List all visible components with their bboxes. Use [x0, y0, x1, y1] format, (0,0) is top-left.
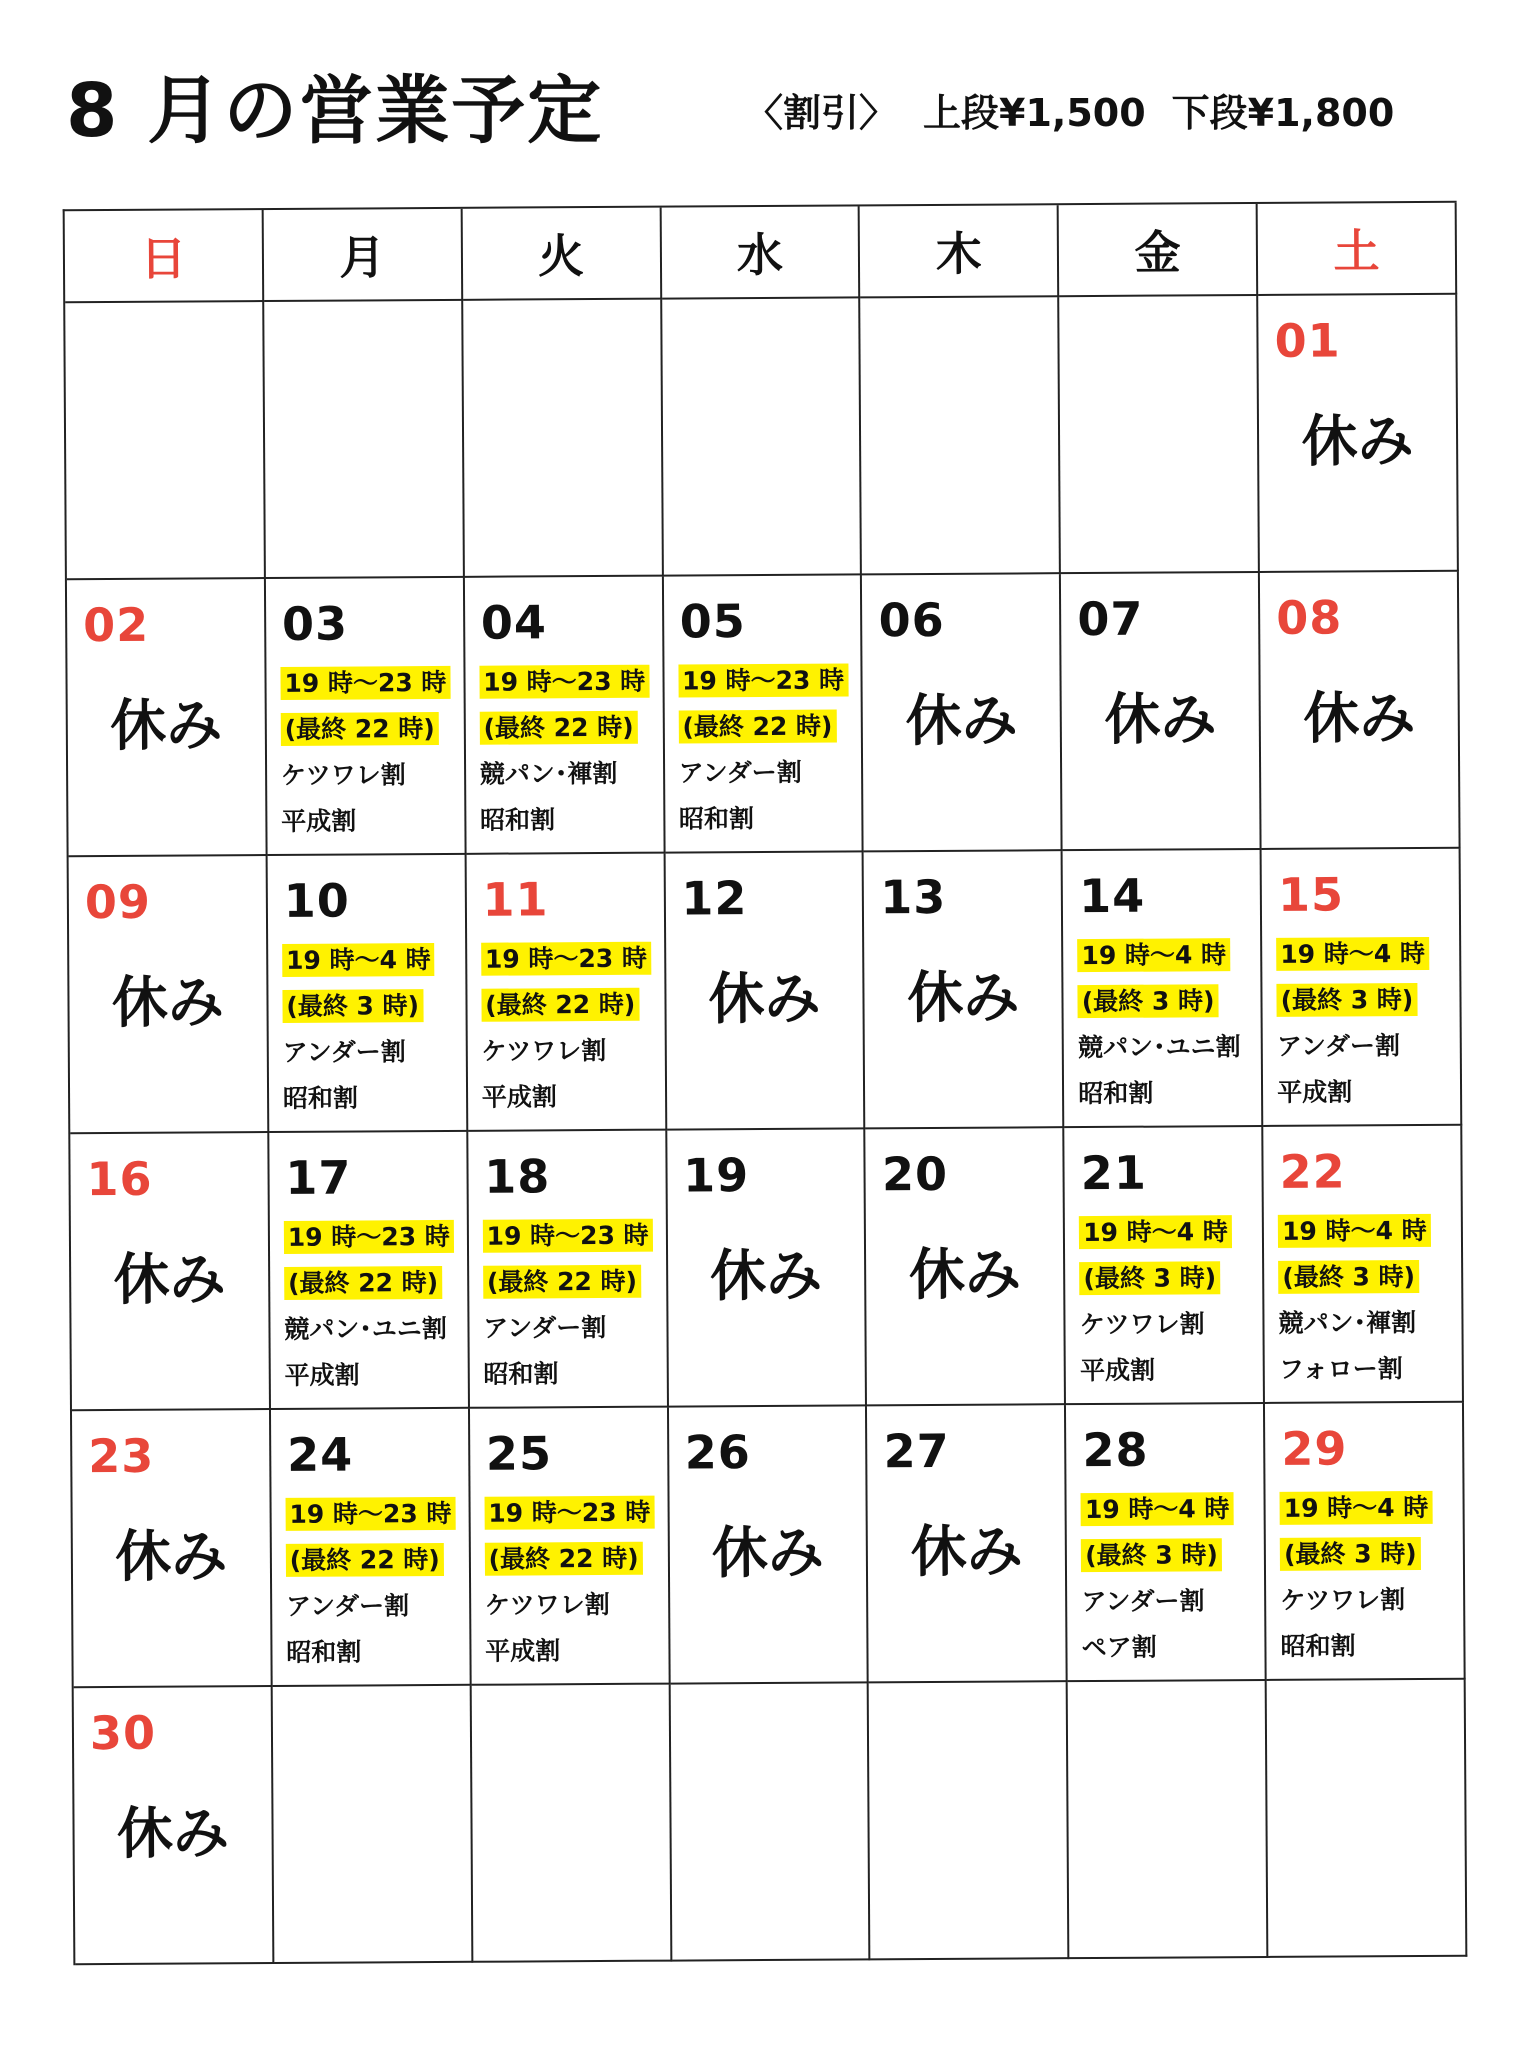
opening-hours: 19 時～4 時 — [1079, 1215, 1232, 1249]
day-number: 19 — [682, 1148, 750, 1203]
opening-hours: 19 時～23 時 — [284, 1220, 454, 1254]
business-info — [1278, 1208, 1458, 1393]
calendar-day-cell — [74, 1687, 275, 1965]
calendar-empty-cell — [273, 1686, 474, 1964]
business-info — [1081, 1486, 1261, 1671]
day-number: 28 — [1082, 1422, 1149, 1478]
last-entry: (最終 22 時) — [485, 1542, 643, 1576]
opening-hours: 19 時～4 時 — [1278, 1214, 1431, 1248]
business-info — [1077, 932, 1257, 1117]
closed-label: 休み — [711, 1520, 825, 1587]
calendar-grid — [63, 201, 1468, 1965]
day-number: 20 — [881, 1146, 949, 1202]
discount-2: 昭和割 — [483, 1359, 559, 1389]
calendar-day-cell — [70, 1133, 271, 1411]
discount-1: ケツワレ割 — [481, 1035, 607, 1066]
discount-2: 平成割 — [1277, 1077, 1353, 1107]
discount-2: 平成割 — [481, 1082, 557, 1112]
closed-label: 休み — [709, 1243, 823, 1310]
calendar-empty-cell — [861, 297, 1062, 575]
discount-2: ペア割 — [1081, 1632, 1157, 1663]
opening-hours: 19 時～4 時 — [1276, 937, 1429, 971]
discount-1: ケツワレ割 — [1079, 1309, 1205, 1340]
discount-1: アンダー割 — [678, 757, 802, 788]
weekday-header-sunday: 日 — [65, 210, 264, 303]
discount-1: アンダー割 — [282, 1037, 406, 1067]
closed-label: 休み — [1303, 686, 1416, 752]
calendar-empty-cell — [1059, 296, 1260, 574]
last-entry: (最終 22 時) — [479, 711, 637, 745]
last-entry: (最終 3 時) — [1078, 984, 1219, 1018]
opening-hours: 19 時～23 時 — [285, 1497, 455, 1531]
business-info — [1079, 1209, 1259, 1394]
calendar-day-cell — [1263, 1126, 1464, 1404]
closed-label: 休み — [908, 1242, 1022, 1309]
closed-label: 休み — [116, 1801, 230, 1867]
weekday-header-tuesday: 火 — [462, 208, 661, 301]
calendar-day-cell — [866, 1128, 1067, 1406]
last-entry: (最終 3 時) — [282, 989, 423, 1023]
calendar-empty-cell — [670, 1683, 871, 1961]
business-info — [479, 659, 659, 844]
calendar-day-cell — [466, 854, 667, 1132]
discount-2: 昭和割 — [286, 1637, 362, 1667]
last-entry: (最終 3 時) — [1079, 1261, 1220, 1295]
calendar-day-cell — [1260, 572, 1461, 850]
calendar-day-cell — [669, 1406, 870, 1684]
day-number: 17 — [285, 1150, 352, 1205]
day-number: 26 — [684, 1425, 751, 1480]
calendar-day-cell — [665, 852, 866, 1130]
opening-hours: 19 時～4 時 — [1280, 1491, 1433, 1525]
opening-hours: 19 時～23 時 — [483, 1219, 653, 1253]
business-info — [482, 1213, 662, 1398]
business-info — [284, 1214, 464, 1399]
day-number: 15 — [1277, 867, 1345, 922]
business-info — [280, 660, 460, 845]
day-number: 29 — [1281, 1421, 1348, 1476]
weekday-header-saturday: 土 — [1258, 203, 1457, 296]
closed-label: 休み — [907, 965, 1020, 1032]
day-number: 16 — [86, 1151, 153, 1207]
business-info — [1276, 931, 1456, 1116]
calendar-day-cell — [663, 575, 864, 853]
closed-label: 休み — [115, 1524, 228, 1590]
discount-1: アンダー割 — [1276, 1031, 1401, 1061]
calendar-day-cell — [1063, 850, 1264, 1128]
calendar-day-cell — [470, 1408, 671, 1686]
discount-1: アンダー割 — [1081, 1586, 1205, 1617]
calendar-empty-cell — [264, 301, 465, 579]
calendar-day-cell — [1066, 1404, 1267, 1682]
business-info — [285, 1491, 465, 1676]
opening-hours: 19 時～23 時 — [678, 663, 848, 697]
calendar-day-cell — [1262, 849, 1463, 1127]
calendar-day-cell — [266, 578, 467, 856]
last-entry: (最終 22 時) — [286, 1543, 444, 1577]
closed-label: 休み — [910, 1519, 1023, 1586]
calendar-empty-cell — [1267, 1680, 1468, 1958]
closed-label: 休み — [1104, 687, 1217, 753]
calendar-empty-cell — [869, 1682, 1070, 1960]
discount-2: 昭和割 — [1280, 1631, 1356, 1661]
opening-hours: 19 時～23 時 — [280, 666, 450, 700]
discount-1: 競パン･褌割 — [1278, 1308, 1417, 1338]
day-number: 22 — [1279, 1144, 1346, 1199]
business-info — [678, 657, 858, 842]
last-entry: (最終 3 時) — [1278, 1260, 1419, 1294]
closed-label: 休み — [111, 970, 225, 1036]
weekday-header-wednesday: 水 — [661, 206, 860, 299]
day-number: 23 — [88, 1428, 155, 1484]
day-number: 27 — [883, 1423, 950, 1479]
calendar-day-cell — [271, 1409, 472, 1687]
calendar-empty-cell — [65, 302, 266, 580]
last-entry: (最終 22 時) — [281, 712, 439, 746]
calendar-day-cell — [867, 1405, 1068, 1683]
discount-1: 競パン･ユニ割 — [284, 1313, 447, 1344]
discount-2: 平成割 — [281, 806, 357, 836]
weekday-header-thursday: 木 — [860, 205, 1059, 298]
day-number: 08 — [1276, 590, 1343, 645]
calendar-day-cell — [267, 855, 468, 1133]
calendar-empty-cell — [463, 300, 664, 578]
business-info — [484, 1490, 664, 1675]
opening-hours: 19 時～4 時 — [1077, 938, 1230, 972]
discount-1: ケツワレ割 — [1280, 1585, 1406, 1615]
discount-2: 昭和割 — [282, 1083, 359, 1113]
discount-2: フォロー割 — [1278, 1354, 1403, 1384]
opening-hours: 19 時～23 時 — [481, 942, 651, 976]
day-number: 13 — [880, 869, 947, 925]
discount-2: 昭和割 — [1078, 1078, 1154, 1109]
calendar-day-cell — [1061, 573, 1262, 851]
closed-label: 休み — [708, 966, 821, 1033]
day-number: 21 — [1080, 1145, 1148, 1201]
last-entry: (最終 3 時) — [1277, 983, 1418, 1017]
calendar-day-cell — [72, 1410, 273, 1688]
page-title: 8 月の営業予定 — [66, 68, 604, 154]
day-number: 11 — [482, 872, 549, 927]
calendar-day-cell — [667, 1129, 868, 1407]
last-entry: (最終 22 時) — [483, 1265, 641, 1299]
day-number: 01 — [1274, 313, 1341, 368]
business-info — [1280, 1485, 1460, 1670]
calendar-day-cell — [862, 574, 1063, 852]
discount-2: 昭和割 — [678, 804, 755, 834]
opening-hours: 19 時～23 時 — [484, 1496, 654, 1530]
day-number: 10 — [283, 873, 350, 928]
discount-1: ケツワレ割 — [484, 1589, 610, 1620]
business-info — [481, 936, 661, 1121]
calendar-empty-cell — [471, 1685, 672, 1963]
calendar-day-cell — [864, 851, 1065, 1129]
day-number: 05 — [679, 594, 746, 649]
discount-1: ケツワレ割 — [280, 760, 406, 790]
calendar-day-cell — [1265, 1403, 1466, 1681]
day-number: 30 — [89, 1705, 157, 1761]
weekday-header-friday: 金 — [1059, 204, 1258, 297]
discount-label: 〈割引〉 — [745, 91, 898, 135]
discount-lower-price: 下段¥1,800 — [1171, 91, 1395, 135]
discount-2: 平成割 — [1079, 1355, 1156, 1386]
last-entry: (最終 22 時) — [678, 710, 836, 744]
closed-label: 休み — [110, 693, 223, 759]
discount-1: アンダー割 — [285, 1591, 410, 1621]
discount-2: 平成割 — [284, 1360, 360, 1390]
discount-1: アンダー割 — [483, 1312, 607, 1343]
business-info — [282, 937, 462, 1122]
day-number: 25 — [485, 1426, 553, 1481]
discount-2: 平成割 — [485, 1636, 561, 1666]
day-number: 02 — [83, 597, 150, 653]
discount-1: 競パン･褌割 — [479, 758, 618, 789]
day-number: 09 — [84, 874, 152, 930]
calendar-empty-cell — [662, 298, 863, 576]
discount-upper-price: 上段¥1,500 — [923, 91, 1146, 135]
calendar-empty-cell — [1068, 1681, 1269, 1959]
calendar-day-cell — [1065, 1127, 1266, 1405]
last-entry: (最終 22 時) — [481, 988, 639, 1022]
day-number: 12 — [681, 871, 748, 926]
calendar-day-cell — [67, 579, 268, 857]
day-number: 07 — [1077, 591, 1144, 647]
closed-label: 休み — [905, 688, 1018, 755]
last-entry: (最終 22 時) — [284, 1266, 442, 1300]
opening-hours: 19 時～4 時 — [1081, 1492, 1234, 1526]
day-number: 04 — [480, 595, 548, 650]
calendar-day-cell — [69, 856, 270, 1134]
day-number: 06 — [878, 592, 945, 648]
weekday-header-monday: 月 — [264, 209, 463, 302]
closed-label: 休み — [113, 1247, 226, 1313]
discount-1: 競パン･ユニ割 — [1077, 1032, 1241, 1063]
calendar-day-cell — [1258, 295, 1459, 573]
calendar-day-cell — [468, 1131, 669, 1409]
discount-info — [745, 82, 1420, 137]
day-number: 24 — [286, 1427, 354, 1482]
closed-label: 休み — [1301, 409, 1414, 475]
calendar-day-cell — [269, 1132, 470, 1410]
opening-hours: 19 時～4 時 — [282, 943, 435, 977]
discount-2: 昭和割 — [480, 805, 556, 835]
day-number: 14 — [1078, 868, 1146, 924]
calendar-day-cell — [465, 577, 666, 855]
opening-hours: 19 時～23 時 — [479, 665, 649, 699]
day-number: 18 — [484, 1149, 551, 1204]
last-entry: (最終 3 時) — [1280, 1537, 1421, 1571]
day-number: 03 — [281, 596, 349, 651]
last-entry: (最終 3 時) — [1081, 1538, 1222, 1572]
